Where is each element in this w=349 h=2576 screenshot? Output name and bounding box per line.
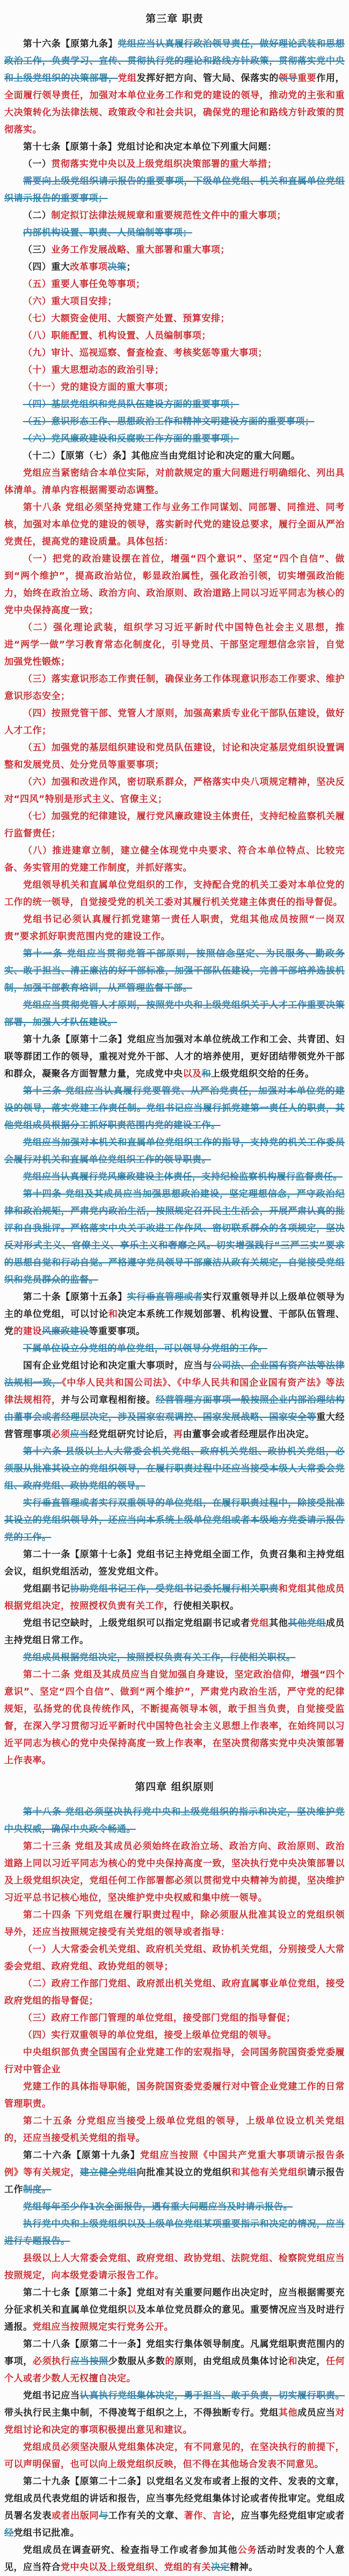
paragraph xyxy=(4,911,345,945)
paragraph xyxy=(4,293,345,310)
deleted-text-run: 第十三条 党组应当认真履行党要管党、从严治党责任，加强对本单位党的建设的领导，落实党建工作责任制。党组书记应当履行抓党建第一责任人的职责，其他党组成员根据分工抓好职责范围内党的建设工作。 xyxy=(4,1086,345,1131)
paragraph xyxy=(4,1134,345,1168)
deleted-text-run: 需要向上级党组织请示报告的重要事项，下级单位党组、机关和直属单位党组织请示报告的重要事项； xyxy=(4,176,345,204)
paragraph xyxy=(4,842,345,877)
inserted-text-run: 第二十二条 党组及其成员应当自觉加强自身建设，坚定政治信仰，增强“四个意识”、坚定“四个自信”、做到“两个维护”，严肃党内政治生活，严守党的纪律规矩，弘扬党的优良传统作风，不断提高领导本领，敢于担当负责，自觉接受监督，在深入学习贯彻习近平新时代中国特色社会主义思想上作表率，在始终同以习近平同志为核心的党中央保持高度一致上作表率，在坚决贯彻落实党中央决策部署上作表率。 xyxy=(4,1669,345,1766)
deleted-text-run: 决策 xyxy=(107,262,127,273)
paragraph xyxy=(4,1907,345,1941)
inserted-text-run: （四）按照党管干部、党管人才原则，加强高素质专业化干部队伍建设，做好人才工作； xyxy=(4,708,345,736)
text-run: （一） xyxy=(23,159,52,170)
text-run: 活动时发表的个人意见，应当符合 xyxy=(4,2545,345,2573)
deleted-text-run: 风廉政建设 xyxy=(42,1326,89,1337)
deleted-text-run: （五）意识形态工作、思想政治工作和精神文明建设方面的重要事项； xyxy=(23,416,315,427)
paragraph xyxy=(4,945,345,997)
deleted-text-run: 经 xyxy=(4,2528,14,2538)
paragraph xyxy=(4,2542,345,2576)
paragraph xyxy=(4,671,345,705)
text-run: 及本单位党员群众的意见。重要情况应当及时进行通报。 xyxy=(4,2305,345,2332)
deleted-text-run: 公司法、企业国有资产法等法律法规相一致， xyxy=(4,1360,345,1388)
inserted-text-run: 贯彻落实党中央以及上级党组织决策部署的重大举措； xyxy=(51,159,277,170)
inserted-text-run: （八）职能配置、机构设置、人员编制事项； xyxy=(23,330,211,341)
text-run: 第二十一条【原第十七条】党组书记主持党组全面工作，负责召集和主持党组会议，组织党组活动，签发党组文件。 xyxy=(4,1549,345,1577)
inserted-deleted-text-run: 领导 xyxy=(278,73,298,84)
inserted-text-run: 党建工作的具体指导职能，国务院国资委党委履行对中管企业党建工作的日常管理职责。 xyxy=(4,2081,345,2109)
paragraph xyxy=(4,499,345,550)
text-run: 等重要事项。 xyxy=(89,1326,146,1337)
inserted-text-run: 全面履行领导责任，加强对本单位业务工作和党的建设的领导，推动党的主张和重大决策转化为法律法规、政策政令和社会共识，确保党的理论和路线方针政策的贯彻落实。 xyxy=(4,90,345,135)
deleted-text-run: 实行垂直管理或者 xyxy=(127,1292,203,1302)
text-run: （三） xyxy=(23,245,52,255)
text-run: ，应当事先经党组审定或者 xyxy=(231,2511,345,2521)
deleted-text-run: 应当 xyxy=(70,1429,89,1440)
paragraph xyxy=(4,1666,345,1769)
text-run: 党组书记批准。 xyxy=(13,2528,79,2538)
paragraph xyxy=(4,877,345,911)
inserted-text-run: （一）把党的政治建设摆在首位，增强“四个意识”、坚定“四个自信”、做到“两个维护”，提高政治站位，彰显政治属性，强化政治引领，切实增强政治能力，始终在政治立场、政治方向、政治原则、政治道路上同以习近平同志为核心的党中央保持高度一致； xyxy=(4,554,345,616)
inserted-text-run: 党组应当紧密结合本单位实际，对前款规定的重大问题进行明确细化、列出具体清单。清单内容根据需要动态调整。 xyxy=(4,468,345,496)
paragraph xyxy=(4,997,345,1031)
deleted-text-run: 党组每年至少作1次全面报告，遇有重大问题应当及时请示报告。 xyxy=(23,2202,293,2212)
paragraph xyxy=(4,2027,345,2044)
inserted-text-run: 党组 xyxy=(250,1618,270,1629)
deleted-text-run: 内部机构设置、职责、人员编制等事项； xyxy=(23,227,192,238)
deleted-text-run: 下属单位设立分党组的单位党组，可以领导分党组的工作。 xyxy=(23,1343,267,1354)
text-run: ，行使相关职权。 xyxy=(164,1601,239,1611)
inserted-text-run: 其他 xyxy=(278,2408,298,2418)
inserted-text-run: 或者出版同 xyxy=(52,2511,99,2521)
paragraph xyxy=(4,430,345,447)
text-run: 由董事会或者经理层作出决定。 xyxy=(183,1429,315,1440)
deleted-text-run: 建立健全党组 xyxy=(79,2167,137,2178)
inserted-text-run: 以及 xyxy=(183,1069,202,1079)
inserted-text-run: 《中华人民共和国公司法》、《中华人民共和国企业国有资产法》等法律法规相符， xyxy=(4,1378,345,1405)
inserted-text-run: 制定拟订法律法规规章和重要规范性文件中的重大事项； xyxy=(51,210,286,221)
text-run: 精神。 xyxy=(230,2562,258,2573)
inserted-text-run: 党组书记必须认真履行抓党建第一责任人职责，党组其他成员按照“一岗双责”要求抓好职责范围内党的建设工作。 xyxy=(4,914,345,942)
paragraph xyxy=(4,1580,345,1615)
text-run: 原则，由党组成员集体讨论 xyxy=(174,2356,288,2367)
paragraph xyxy=(4,1031,345,1083)
text-run: （四）重大 xyxy=(23,262,70,273)
text-run: 发挥好把方向、管大局、保落实的 xyxy=(136,73,279,84)
deleted-text-run: 党组成员根据党组决定，按照授权负责有关工作，行使相关职权。 xyxy=(23,1652,296,1663)
paragraph xyxy=(4,774,345,808)
text-run: 第二十六条【原第十九条】 xyxy=(23,2150,140,2161)
deleted-text-run: 协助党组书记工作，受党组书记委托履行相关职责 xyxy=(70,1584,279,1594)
text-run: 上级党组织交给的任务。 xyxy=(211,1069,315,1079)
text-run: 第二十八条【原第二十一条】党组实行集体领导制度。凡属党组职责范围内的事项， xyxy=(4,2339,345,2367)
paragraph xyxy=(4,224,345,241)
text-run: 党组书记应当 xyxy=(23,2390,80,2401)
deleted-text-run: （四）基层党组织和党员队伍建设方面的重要事项； xyxy=(23,399,239,410)
paragraph xyxy=(4,2216,345,2250)
paragraph xyxy=(4,173,345,207)
inserted-text-run: 的建设 xyxy=(13,1326,42,1337)
inserted-text-run: 第二十五条 分党组应当接受上级单位党组的领导，上级单位设立机关党组的，还应当接受机关党组的指导。 xyxy=(4,2116,345,2144)
text-run: 第十七条【原第十条】党组讨论和决定本单位下列重大问题： xyxy=(23,142,277,152)
text-run: 第十六条【原第九条】 xyxy=(23,39,118,49)
text-run: 少数服从多数 xyxy=(108,2356,165,2367)
paragraph xyxy=(4,1495,345,1546)
deleted-text-run: 认真执行党组集体决定，勇于担当、敢于负责，切实履行职责。 xyxy=(79,2390,345,2401)
paragraph xyxy=(4,1340,345,1357)
text-run: 党组副书记 xyxy=(23,1584,70,1594)
inserted-text-run: 业务工作发展战略、重大部署和重大事项； xyxy=(51,245,230,255)
inserted-text-run: （六）加强和改进作风，密切联系群众，严格落实中央八项规定精神，坚决反对“四风”特别是形式主义、官僚主义； xyxy=(4,777,345,805)
inserted-text-run: （八）推进建章立制，建立健全体现党中央要求、符合本单位特点、比较完备、务实管用的党建工作制度，并抓好落实。 xyxy=(4,845,345,873)
paragraph xyxy=(4,362,345,379)
paragraph xyxy=(4,1186,345,1289)
paragraph xyxy=(4,396,345,413)
deleted-text-run: 实行垂直管理或者实行双重领导的单位党组，在履行职责过程中，除接受批准其设立的党组织领导外，还应当向本系统上级单位党组或者本级地方党委请示报告党的工作。 xyxy=(4,1498,345,1543)
deleted-text-run: 党组应当贯彻党管人才原则，按照党中央和上级党组织关于人才工作重要决策部署，加强人才队伍建设。 xyxy=(4,1000,345,1028)
deleted-text-run: 第十四条 党组及其成员应当加强思想政治建设，坚定理想信念，严守政治纪律和政治规矩，严肃党内政治生活，按照规定召开民主生活会，开展严肃认真的批评和自我批评。严格落实中央关于改进工作作风、密切联系群众的各项规定，坚决反对形式主义、官僚主义、享乐主义和奢靡之风。切实增强践行“三严三实”要求的思想自觉和行动自觉。严格遵守党员领导干部廉洁从政有关规定，自觉接受党组织和党员群众的监督。 xyxy=(4,1189,345,1285)
paragraph xyxy=(4,1941,345,1975)
inserted-text-run: 重要 xyxy=(297,73,317,84)
text-run: 带头执行民主集中制，不得凌驾于组织之上，不得独断专行。党组 xyxy=(4,2408,279,2418)
text-run: 第二十七条【原第二十条】党组对有关重要问题作出决定时，应当根据需要充分征求机关和直属单位党组织 xyxy=(4,2287,345,2315)
text-run: 党组成员在调查研究、检查指导工作或者参加其他 xyxy=(23,2545,238,2556)
paragraph xyxy=(4,344,345,362)
inserted-text-run: （九）审计、巡视巡察、督查检查、考核奖惩等重大事项； xyxy=(23,348,267,358)
paragraph xyxy=(4,705,345,739)
paragraph xyxy=(4,1838,345,1907)
paragraph xyxy=(4,1546,345,1580)
deleted-text-run: 执行党中央和上级党组织以及上级单位党组某项重要指示和决定的情况，应当进行专题报告。 xyxy=(4,2219,345,2247)
text-run: 其他 xyxy=(269,1618,288,1629)
paragraph xyxy=(4,207,345,224)
text-run: 成员主持党组日常工作。 xyxy=(4,1618,345,1646)
paragraph xyxy=(4,2198,345,2216)
inserted-text-run: （五）重要人事任免等事项； xyxy=(23,279,146,290)
inserted-text-run: 党组成员必须坚决服从党组集体决定，有不同意见的，在坚决执行的前提下，可以声明保留，也可以向上级党组织反映，但不得在其他场合发表不同意见。 xyxy=(4,2442,345,2470)
text-run: ； xyxy=(126,262,136,273)
paragraph xyxy=(4,1083,345,1134)
deleted-text-run: 和 xyxy=(201,1069,211,1079)
paragraph xyxy=(4,413,345,430)
inserted-text-run: 党中央以及上级党组织、党组的有关 xyxy=(61,2562,211,2573)
deleted-text-run: （六）党风廉政建设和反腐败工作方面的重要事项； xyxy=(23,433,239,444)
text-run: 决定， xyxy=(297,2356,326,2367)
paragraph xyxy=(4,2078,345,2113)
paragraph xyxy=(4,808,345,842)
inserted-text-run: 和其他有关党组织 xyxy=(231,2167,307,2178)
inserted-text-run: 必须执行 xyxy=(32,2356,71,2367)
paragraph xyxy=(4,2010,345,2027)
paragraph xyxy=(4,2387,345,2439)
deleted-text-run: 制度。 xyxy=(23,2184,52,2195)
paragraph xyxy=(4,2044,345,2078)
inserted-text-run: （十）重大思想动态的政治引导； xyxy=(23,365,164,376)
paragraph xyxy=(4,35,345,138)
inserted-text-run: （五）加强党的基层组织建设和党员队伍建设，讨论和决定基层党组织设置调整和发展党员、处分党员等重要事项； xyxy=(4,742,345,770)
inserted-text-run: （四）实行双重领导的单位党组，接受上级单位党组的领导。 xyxy=(23,2030,277,2041)
inserted-text-run: 第十八条 党组必须坚持党建工作与业务工作同谋划、同部署、同推进、同考核，加强对本单位党的建设的领导，落实新时代党的建设总要求，履行全面从严治党责任，提高党的建设质量。具体包括： xyxy=(4,502,345,547)
paragraph xyxy=(4,1443,345,1495)
paragraph xyxy=(4,619,345,671)
inserted-text-run: 对党组讨论和决定的事项积极提出意见和建议。 xyxy=(4,2408,345,2435)
chapter-heading: 第三章 职责 xyxy=(146,13,203,25)
inserted-text-run: （三）政府工作部门管理的单位党组，接受部门党组的指导督促； xyxy=(23,2013,296,2023)
inserted-text-run: 公务 xyxy=(237,2545,258,2556)
deleted-text-run: 党组应当加强对本机关和直属单位党组织工作的指导，支持党的机关工作委员会履行对机关和直属单位党组织工作的领导职责。 xyxy=(4,1137,345,1165)
paragraph xyxy=(4,739,345,774)
inserted-text-run: 必须 xyxy=(51,1429,70,1440)
inserted-text-run: 改革事项 xyxy=(70,262,108,273)
paragraph xyxy=(4,1289,345,1340)
inserted-text-run: （二）政府工作部门党组、政府派出机关党组、政府直属事业单位党组，接受政府党组的指导督促； xyxy=(4,1978,345,2006)
paragraph xyxy=(4,241,345,259)
text-run: （十二）【原第（七）条】其他应当由党组讨论和决定的重大问题。 xyxy=(23,451,301,461)
inserted-text-run: 和 xyxy=(288,2356,298,2367)
paragraph xyxy=(4,2473,345,2542)
deleted-text-run: 决定 xyxy=(211,2562,230,2573)
deleted-text-run: 第十一条 党组应当贯彻党管干部原则，按照信念坚定、为民服务、勤政务实、敢于担当、清正廉洁的好干部标准，加强干部队伍建设，完善干部培养选拔机制，加强干部教育培训，从严管理监督干部。 xyxy=(4,948,345,993)
paragraph xyxy=(4,1804,345,1838)
text-run: 第二十九条【原第二十二条】以党组名义发布或者上报的文件、发表的文章，党组成员代表党组的讲话和报告，应当事先经党组集体讨论或者传批审定。党组成员署名发表 xyxy=(4,2476,345,2521)
deleted-text-run: 其他党组 xyxy=(288,1618,326,1629)
inserted-text-run: （十一）党的建设方面的重大事项； xyxy=(23,382,173,393)
paragraph xyxy=(4,379,345,396)
text-run: （二） xyxy=(23,210,52,221)
inserted-text-run: （三）落实意识形态工作责任制，确保业务工作体现意识形态工作要求、维护意识形态安全； xyxy=(4,674,345,702)
inserted-text-run: 党组应当按照规定实行党务公开。 xyxy=(32,2322,173,2332)
inserted-text-run: 著作、言论 xyxy=(184,2511,231,2521)
inserted-text-run: 党组 xyxy=(118,73,137,84)
deleted-text-run: 经营管理方面事项一般按照企业内部治理结构由董事会或者经理层决定，涉及国家宏观调控、国家发展战略、国家安全等 xyxy=(4,1395,345,1423)
text-run: 向批准其设立的党组织 xyxy=(136,2167,231,2178)
inserted-text-run: 党组应当按照《中国共产党重大事项请示报告条例》等有关规定， xyxy=(4,2150,345,2178)
text-run: 重大经营管理事项 xyxy=(4,1412,345,1440)
inserted-text-run: 党组领导机关和直属单位党组织的工作，支持配合党的机关工委对本单位党的工作的统一领导，自觉接受党的机关工委对其履行机关党建主体责任的指导督促。 xyxy=(4,880,345,908)
paragraph xyxy=(4,1357,345,1443)
inserted-text-run: （六）重大项目安排； xyxy=(23,296,117,307)
paragraph xyxy=(4,138,345,156)
paragraph xyxy=(4,327,345,344)
text-run: 党组书记空缺时，上级党组织可以指定党组副书记或者 xyxy=(23,1618,250,1629)
text-run: 成员应当 xyxy=(297,2408,336,2418)
inserted-text-run: 第二十三条 党组及其成员必须始终在政治立场、政治方向、政治原则、政治道路上同以习近平同志为核心的党中央保持高度一致，坚决执行党中央决策部署以及上级党组织决定，党组任何工作部署都必须以贯彻党中央精神为前提，坚决维护习近平总书记核心地位，坚决维护党中央权威和集中统一领导。 xyxy=(4,1841,345,1903)
paragraph xyxy=(4,2113,345,2147)
inserted-text-run: （二）强化理论武装，组织学习习近平新时代中国特色社会主义思想，推进“两学一做”学习教育常态化制度化，引导党员、干部坚定理想信念宗旨，自觉加强党性锻炼； xyxy=(4,622,345,667)
text-run: 作用， xyxy=(316,73,345,84)
paragraph xyxy=(4,2147,345,2198)
inserted-text-run: （一）人大常委会机关党组、政府机关党组、政协机关党组，分别接受人大常委会党组、政府党组、政协党组的领导； xyxy=(4,1944,345,1972)
paragraph xyxy=(4,465,345,499)
paragraph xyxy=(4,310,345,327)
inserted-text-run: 县级以上人大常委会党组、政府党组、政协党组、法院党组、检察院党组应当按照规定，向本级党委请示报告工作。 xyxy=(4,2253,345,2281)
text-run: 实行双重领导并以上级单位领导为主的单位党组，可以讨论 xyxy=(4,1292,345,1320)
deleted-text-run: 第十六条 县级以上人大常委会机关党组、政府机关党组、政协机关党组，必须服从批准其设立的党组织领导，在履行职责过程中还应当接受本级人大常委会党组、政府党组、政协党组的领导。 xyxy=(4,1446,345,1491)
paragraph xyxy=(4,2250,345,2284)
text-run: 请示报告工作 xyxy=(4,2167,345,2195)
text-run: 第十九条【原第十二条】党组应当加强对本单位统战工作和工会、共青团、妇联等群团工作的领导，重视对党外干部、人才的培养使用，更好团结带领党外干部和群众，凝聚各方面智慧力量，完成党中央 xyxy=(4,1034,345,1079)
inserted-text-run: 第二十四条 下列党组在履行职责过程中，除必须服从批准其设立的党组织领导外，还应当按照规定接受有关党组的领导或者指导： xyxy=(4,1910,345,1938)
inserted-text-run: （七）加强党的纪律建设，履行党风廉政建设主体责任，支持纪检监察机关履行监督责任； xyxy=(4,811,345,839)
inserted-text-run: 再 xyxy=(173,1429,183,1440)
paragraph xyxy=(4,2284,345,2336)
deleted-text-run: 党组应当认真履行党风廉政建设主体责任，支持纪检监察机构履行监督责任。 xyxy=(23,1172,343,1182)
paragraph xyxy=(4,1168,345,1186)
paragraph xyxy=(4,1649,345,1666)
deleted-text-run: 第十八条 党组必须坚决执行党中央和上级党组织的指示和决定，坚决维护党中央权威，确保中央政令畅通。 xyxy=(4,1807,345,1835)
paragraph xyxy=(4,259,345,276)
inserted-text-run: 的 xyxy=(165,2356,175,2367)
text-run: 并与公司章程相衔接。 xyxy=(61,1395,156,1405)
inserted-text-run: 和 xyxy=(108,1309,118,1320)
paragraph xyxy=(4,1615,345,1649)
text-run: 决定本系统工作规划部署、机构设置、干部队伍管理、党 xyxy=(4,1309,345,1337)
paragraph xyxy=(4,2336,345,2387)
inserted-text-run: 和党组其他成员根据党组决定，按照授权负责有关工作 xyxy=(4,1584,345,1611)
paragraph xyxy=(4,2439,345,2473)
text-run: 第二十条【原第十五条】 xyxy=(23,1292,127,1302)
text-run: 国有企业党组讨论和决定重大事项时，应当与 xyxy=(23,1360,213,1371)
paragraph xyxy=(4,1975,345,2010)
deleted-text-run: 与 xyxy=(99,2511,108,2521)
inserted-text-run: 以 xyxy=(127,2305,137,2315)
paragraph xyxy=(4,156,345,173)
chapter-heading: 第四章 组织原则 xyxy=(135,1781,214,1793)
inserted-text-run: 任何个人或者少数人无权擅自决定。 xyxy=(4,2356,345,2384)
deleted-text-run: 党组应当认真履行政治领导责任，做好理论武装和思想政治工作，负责学习、宣传、贯彻执行党的理论和路线方针政策，贯彻落实党中央和上级党组织的决策部署， xyxy=(4,39,345,84)
paragraph xyxy=(4,550,345,619)
paragraph xyxy=(4,276,345,293)
deleted-text-run: 应当按照 xyxy=(70,2356,108,2367)
inserted-text-run: 中央组织部负责全国国有企业党建工作的宏观指导，会同国务院国资委党委履行对中管企业 xyxy=(4,2047,345,2075)
text-run: 经党组研究讨论后， xyxy=(89,1429,173,1440)
inserted-text-run: （七）大额资金使用、大额资产处置、预算安排； xyxy=(23,313,230,324)
paragraph xyxy=(4,447,345,465)
text-run: 工作有关的文章、 xyxy=(108,2511,184,2521)
